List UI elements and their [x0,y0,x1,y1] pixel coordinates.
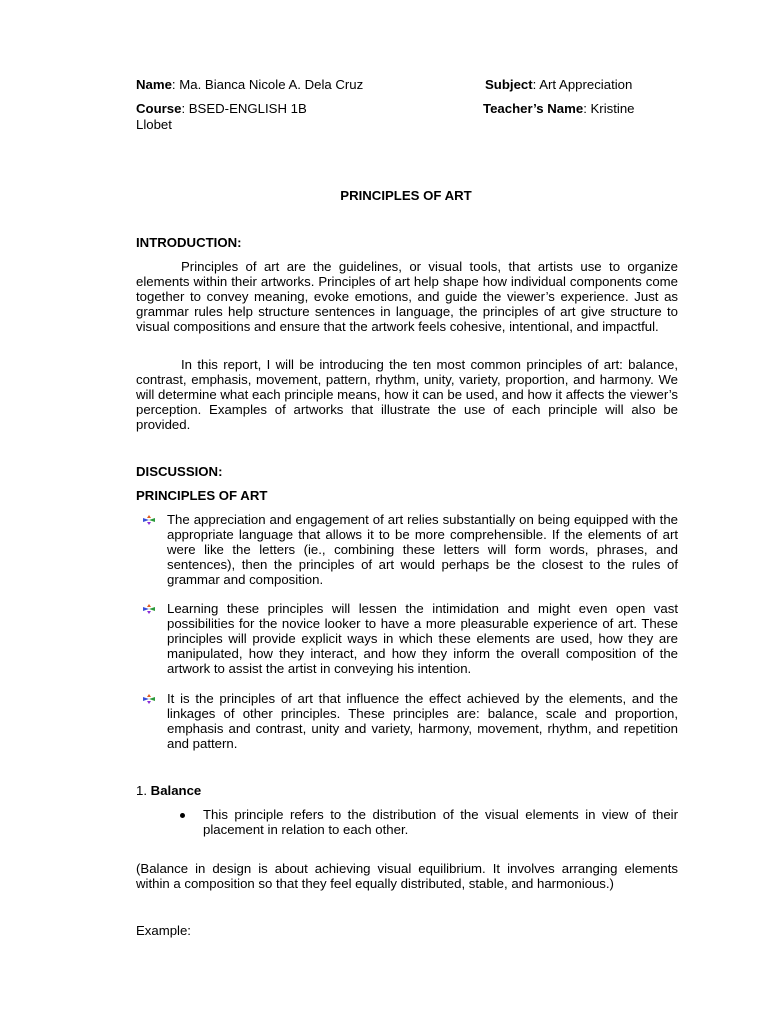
introduction-paragraph-1: Principles of art are the guidelines, or visual tools, that artists use to organize elements within their artworks. Principles of art help shape how individual components come together to convey meaning, evoke emotions, and guide the viewer’s experience. Just as grammar rules help structure sentences in language, the principles of art give structure to visual compositions and ensure that the artwork feels cohesive, intentional, and impactful. [136,259,678,334]
balance-heading [136,783,201,798]
example-label: Example: [136,923,191,938]
name-value: : Ma. Bianca Nicole A. Dela Cruz [171,77,364,92]
subject-line [485,77,632,92]
discussion-bullet-3: It is the principles of art that influence the effect achieved by the elements, and the linkages of other principles. These principles are: balance, scale and proportion, emphasis and contrast, unity and variety, harmony, movement, rhythm, and repetition and pattern. [167,691,678,751]
balance-title: Balance [150,783,202,798]
teacher-value-continued: Llobet [136,117,172,132]
discussion-bullet-2: Learning these principles will lessen the intimidation and might even open vast possibilities for the novice looker to have a more pleasurable experience of art. These principles will provide explicit ways in which these elements are used, how they are manipulated, how they interact, and how they inform the overall composition of the artwork to assist the artist in conveying his intention. [167,601,678,676]
course-label: Course [136,101,182,116]
balance-note: (Balance in design is about achieving visual equilibrium. It involves arranging elements within a composition so that they feel equally distributed, stable, and harmonious.) [136,861,678,891]
discussion-subheading: PRINCIPLES OF ART [136,488,268,503]
introduction-heading: INTRODUCTION: [136,235,242,250]
bullet-dot [180,813,185,818]
discussion-bullet-1: The appreciation and engagement of art relies substantially on being equipped with the appropriate language that allows it to be more comprehensible. If the elements of art were like the letters (ie., combining these letters will form words, phrases, and sentences), then the principles of art would perhaps be the closest to the rules of grammar and composition. [167,512,678,587]
course-line [136,101,307,116]
arrow-bullet-icon [143,694,155,704]
document-title: PRINCIPLES OF ART [340,188,472,203]
balance-number: 1. [136,783,147,798]
arrow-bullet-icon [143,604,155,614]
subject-label: Subject [485,77,533,92]
balance-bullet: This principle refers to the distribution of the visual elements in view of their placement in relation to each other. [203,807,678,837]
arrow-bullet-icon [143,515,155,525]
introduction-paragraph-2: In this report, I will be introducing the ten most common principles of art: balance, contrast, emphasis, movement, pattern, rhythm, unity, variety, proportion, and harmony. We will determine what each principle means, how it can be used, and how it affects the viewer’s perception. Examples of artworks that illustrate the use of each principle will also be provided. [136,357,678,432]
course-value: : BSED-ENGLISH 1B [181,101,307,116]
student-name-line [136,77,363,92]
name-label: Name [136,77,172,92]
subject-value: : Art Appreciation [532,77,633,92]
teacher-line [483,101,635,116]
teacher-value: : Kristine [583,101,635,116]
teacher-label: Teacher’s Name [483,101,584,116]
discussion-heading: DISCUSSION: [136,464,223,479]
